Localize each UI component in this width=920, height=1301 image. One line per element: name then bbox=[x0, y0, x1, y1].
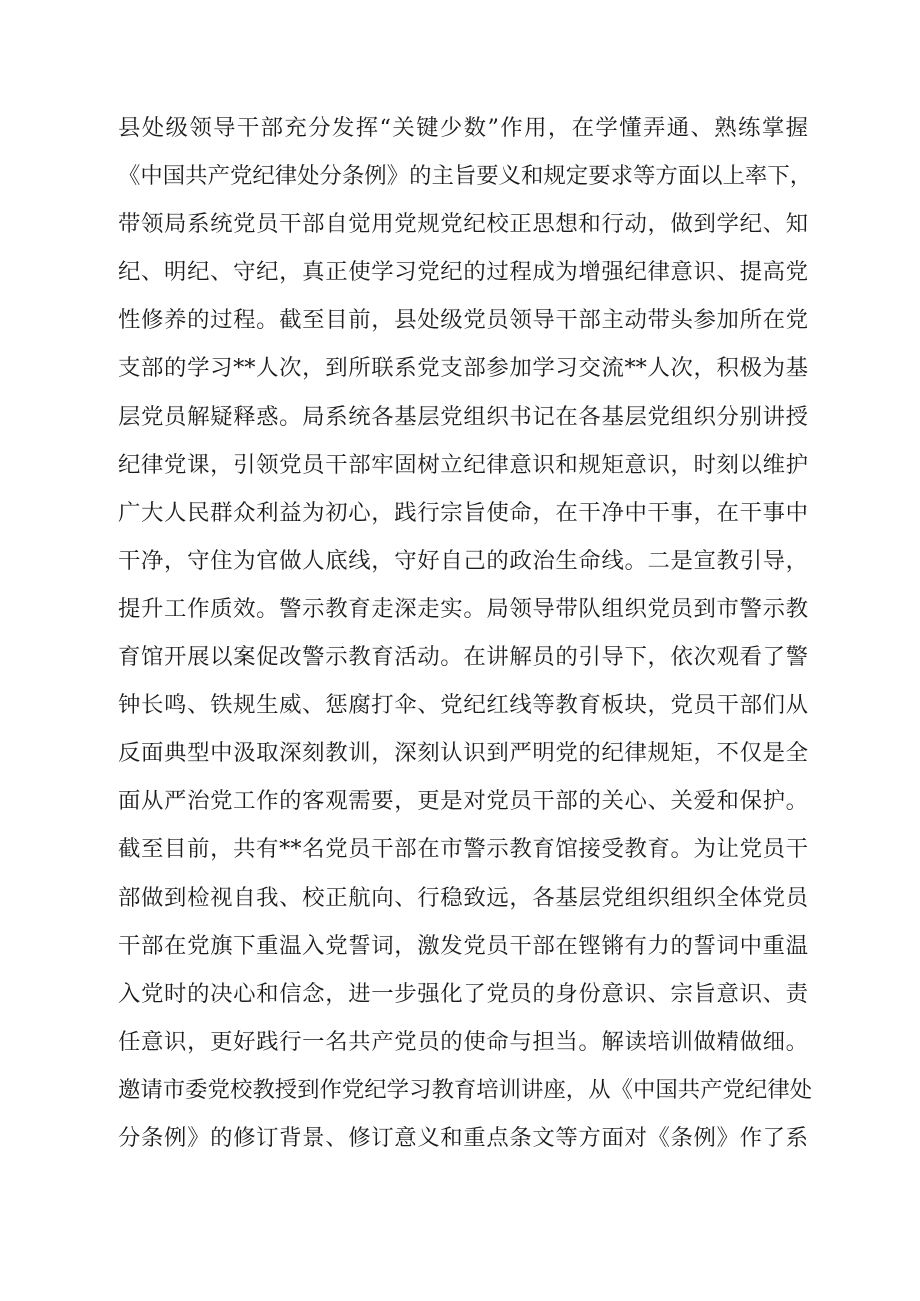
text-line-8: 纪律党课，引领党员干部牢固树立纪律意识和规矩意识，时刻以维护 bbox=[118, 451, 808, 478]
text-line-4: 纪、明纪、守纪，真正使学习党纪的过程成为增强纪律意识、提高党 bbox=[118, 259, 808, 286]
text-line-22: 分条例》的修订背景、修订意义和重点条文等方面对《条例》作了系 bbox=[118, 1124, 808, 1151]
text-line-6: 支部的学习**人次，到所联系党支部参加学习交流**人次，积极为基 bbox=[118, 355, 808, 382]
text-line-17: 部做到检视自我、校正航向、行稳致远，各基层党组织组织全体党员 bbox=[118, 884, 808, 911]
body-paragraph bbox=[118, 104, 813, 1162]
text-line-14: 反面典型中汲取深刻教训，深刻认识到严明党的纪律规矩，不仅是全 bbox=[118, 740, 808, 767]
text-line-7: 层党员解疑释惑。局系统各基层党组织书记在各基层党组织分别讲授 bbox=[118, 403, 808, 430]
text-line-16: 截至目前，共有**名党员干部在市警示教育馆接受教育。为让党员干 bbox=[118, 836, 808, 863]
text-line-15: 面从严治党工作的客观需要，更是对党员干部的关心、关爱和保护。 bbox=[118, 788, 808, 815]
text-line-9: 广大人民群众利益为初心，践行宗旨使命，在干净中干事，在干事中 bbox=[118, 499, 808, 526]
text-line-20: 任意识，更好践行一名共产党员的使命与担当。解读培训做精做细。 bbox=[118, 1028, 808, 1055]
text-line-11: 提升工作质效。警示教育走深走实。局领导带队组织党员到市警示教 bbox=[118, 595, 808, 622]
text-line-13: 钟长鸣、铁规生威、惩腐打伞、党纪红线等教育板块，党员干部们从 bbox=[118, 692, 808, 719]
text-line-18: 干部在党旗下重温入党誓词，激发党员干部在铿锵有力的誓词中重温 bbox=[118, 932, 808, 959]
text-line-19: 入党时的决心和信念，进一步强化了党员的身份意识、宗旨意识、责 bbox=[118, 980, 808, 1007]
text-line-5: 性修养的过程。截至目前，县处级党员领导干部主动带头参加所在党 bbox=[118, 307, 808, 334]
text-line-2: 《中国共产党纪律处分条例》的主旨要义和规定要求等方面以上率下， bbox=[118, 163, 813, 190]
text-line-1: 县处级领导干部充分发挥“关键少数”作用，在学懂弄通、熟练掌握 bbox=[118, 115, 808, 141]
text-line-3: 带领局系统党员干部自觉用党规党纪校正思想和行动，做到学纪、知 bbox=[118, 211, 808, 238]
text-line-21: 邀请市委党校教授到作党纪学习教育培训讲座，从《中国共产党纪律处 bbox=[118, 1076, 813, 1103]
text-line-10: 干净，守住为官做人底线，守好自己的政治生命线。二是宣教引导， bbox=[118, 547, 808, 574]
text-line-12: 育馆开展以案促改警示教育活动。在讲解员的引导下，依次观看了警 bbox=[118, 644, 808, 671]
